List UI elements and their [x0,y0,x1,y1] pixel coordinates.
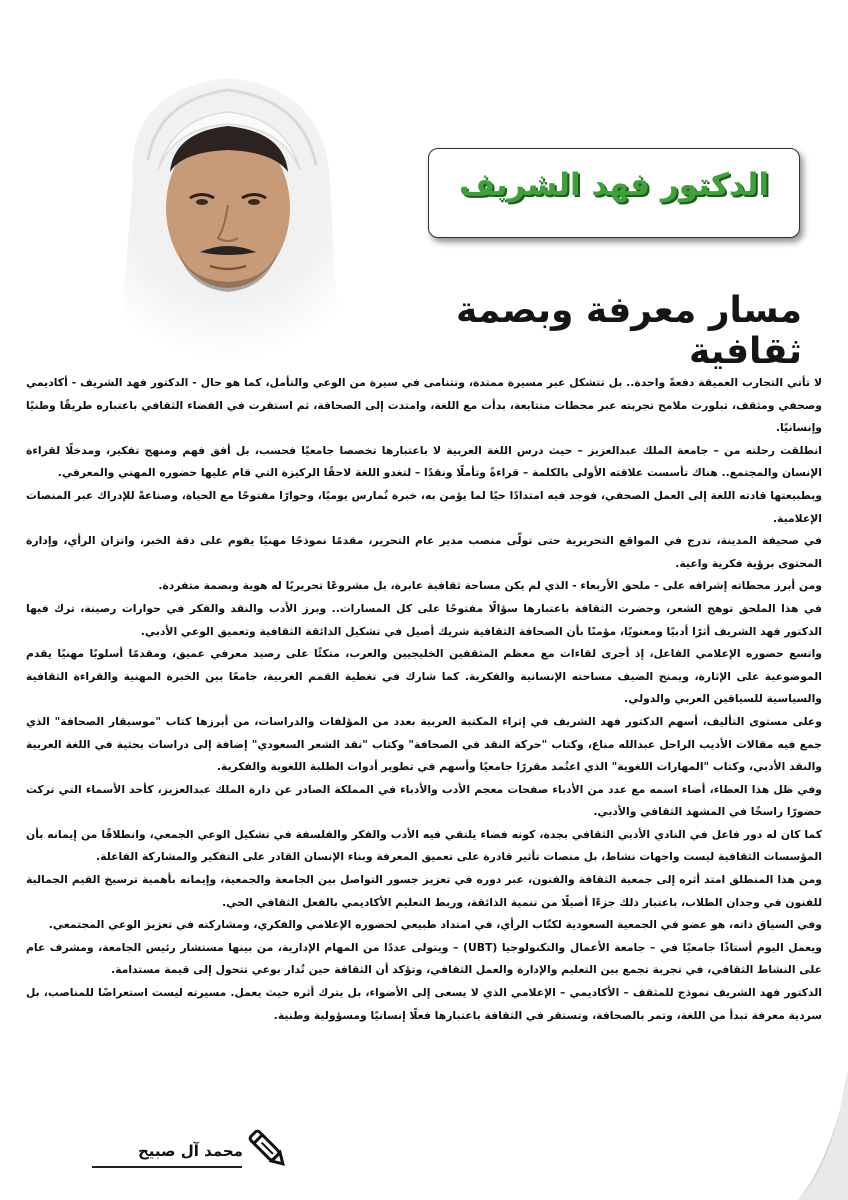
paragraph: وفي السياق ذاته، هو عضو في الجمعية السعودية لكتّاب الرأي، في امتداد طبيعي لحضوره الإعلامي والفكري، ومشاركته في تعزيز الوعي المجتمعي. [48,918,822,932]
name-title: الدكتور فهد الشريف [458,167,770,203]
paragraph: انطلقت رحلته من – جامعة الملك عبدالعزيز – حيث درس اللغة العربية لا باعتبارها تخصصا جامعيًا فحسب، بل أفق فهم ومنهج تفكير، ومدخلًا لقراءة الإنسان والمجتمع.. هناك تأسست علاقته الأولى بالكلمة – قراءةً وتأملًا ونقدًا – لتغدو اللغة لاحقًا الركيزة التي قام عليها حضوره المهني والمعرفي. [26,443,822,480]
paragraph: وعلى مستوى التأليف، أسهم الدكتور فهد الشريف في إثراء المكتبة العربية بعدد من المؤلفات والدراسات، من أبرزها كتاب "موسيقار الصحافة" الذي جمع فيه مقالات الأديب الراحل عبدالله مناع، وكتاب "حركة النقد في الصحافة" وكتاب "نقد الشعر السعودي" إضافة إلى دراسات بحثية في اللغة العربية والنقد الأدبي، وكتاب "المهارات اللغوية" الذي اعتُمد مقررًا جامعيًا وأسهم في تطوير أدوات الطلبة اللغوية والفكرية. [26,714,822,774]
author-signature: محمد آل صبيح [138,1142,243,1160]
name-title-box [428,148,800,238]
paragraph: وبطبيعتها قادته اللغة إلى العمل الصحفي، فوجد فيه امتدادًا حيًا لما يؤمن به، خبرة تُمارس يوميًا، وحوارًا مفتوحًا مع الحياة، وصناعةً للإدراك عبر المنصات الإعلامية. [26,488,822,525]
paragraph: ومن هذا المنطلق امتد أثره إلى جمعية الثقافة والفنون، عبر دوره في تعزيز جسور التواصل بين الجامعة والجمعية، وإيمانه بأهمية ترسيخ القيم الجمالية للفنون في وجدان الطلاب، باعتبار ذلك جزءًا أصيلًا من تنمية الذائقة، وربط التعليم الأكاديمي بالفعل الثقافي الحي. [26,873,822,909]
paragraph: ومن أبرز محطاته إشرافه على - ملحق الأربعاء - الذي لم يكن مساحة ثقافية عابرة، بل مشروعًا تحريريًا له هوية وبصمة متفردة. [158,579,822,593]
page-curl-decoration [778,1070,848,1200]
paragraph: الدكتور فهد الشريف نموذج للمثقف – الأكاديمي – الإعلامي الذي لا يسعى إلى الأضواء، بل يترك أثره حيث يعمل. مسيرته ليست استعراضًا للمناصب، بل سردية معرفة تبدأ من اللغة، وتمر بالصحافة، وتستقر في الثقافة باعتبارها فعلًا إنسانيًا ومسؤولية وطنية. [26,986,822,1022]
paragraph: وفي ظل هذا العطاء، أضاء اسمه مع عدد من الأدباء صفحات معجم الأدب والأدباء في المملكة الصادر عن دارة الملك عبدالعزيز، كأحد الأسماء التي تركت حضورًا راسخًا في المشهد الثقافي والأدبي. [26,782,822,819]
signature-underline [92,1166,242,1168]
subtitle: مسار معرفة وبصمة ثقافية [456,290,802,372]
paragraph: كما كان له دور فاعل في النادي الأدبي الثقافي بجدة، كونه فضاء يلتقي فيه الأدب والفكر والفلسفة في تشكيل الوعي الجمعي، وانطلاقًا من إيمانه بأن المؤسسات الثقافية ليست واجهات نشاط، بل منصات تأثير قادرة على تعميق المعرفة وبناء الإنسان القادر على التفكير والمشاركة الفاعلة. [26,827,822,864]
portrait-image [78,60,378,360]
paragraph: واتسع حضوره الإعلامي الفاعل، إذ أجرى لقاءات مع معظم المثقفين الخليجيين والعرب، متكئًا على رصيد معرفي عميق، ومقدمًا أسلوبًا مهنيًا يقدم الموضوعية على الإثارة، ويمنح الضيف مساحته الإنسانية والفكرية. كما شارك في تغطية القمم العربية، جامعًا بين الخبرة المهنية والقراءة الثقافية والسياسية للسياقين العربي والدولي. [26,647,822,706]
article-body [26,372,822,1027]
paragraph: لا تأتي التجارب العميقة دفعةً واحدة.. بل تتشكل عبر مسيرة ممتدة، وتتنامى في سيرة من الوعي والتأمل، كما هو حال - الدكتور فهد الشريف - أكاديمي وصحفي ومثقف، تبلورت ملامح تجربته عبر محطات متتابعة، بدأت مع اللغة، وامتدت إلى الصحافة، ثم استقرت في الفضاء الثقافي باعتباره طريقًا وطنيًا وإنسانيًا. [26,376,822,435]
paragraph: في هذا الملحق توهج الشعر، وحضرت الثقافة باعتبارها سؤالًا مفتوحًا على كل المسارات.. وبرز الأدب والنقد والفكر في حوارات رصينة، ترك فيها الدكتور فهد الشريف أثرًا أدبيًا ومعنويًا، مؤمنًا بأن الصحافة الثقافية شريك أصيل في تشكيل الذائقة الثقافية وتعميق الوعي الأدبي. [26,601,822,638]
pen-icon [246,1126,290,1172]
paragraph: في صحيفة المدينة، تدرج في المواقع التحريرية حتى تولّى منصب مدير عام التحرير، مقدمًا نموذجًا مهنيًا يقوم على دقة الخبر، واتزان الرأي، وإدارة المحتوى برؤية فكرية واعية. [26,534,822,570]
paragraph: ويعمل اليوم أستاذًا جامعيًا في – جامعة الأعمال والتكنولوجيا (UBT) – ويتولى عددًا من المهام الإدارية، من بينها مستشار رئيس الجامعة، ومشرف عام على النشاط الثقافي، في تجربة تجمع بين التعليم والإدارة والعمل الثقافي، وتؤكد أن الثقافة حين تُدار بوعي تتحول إلى قيمة مستدامة. [26,940,823,977]
